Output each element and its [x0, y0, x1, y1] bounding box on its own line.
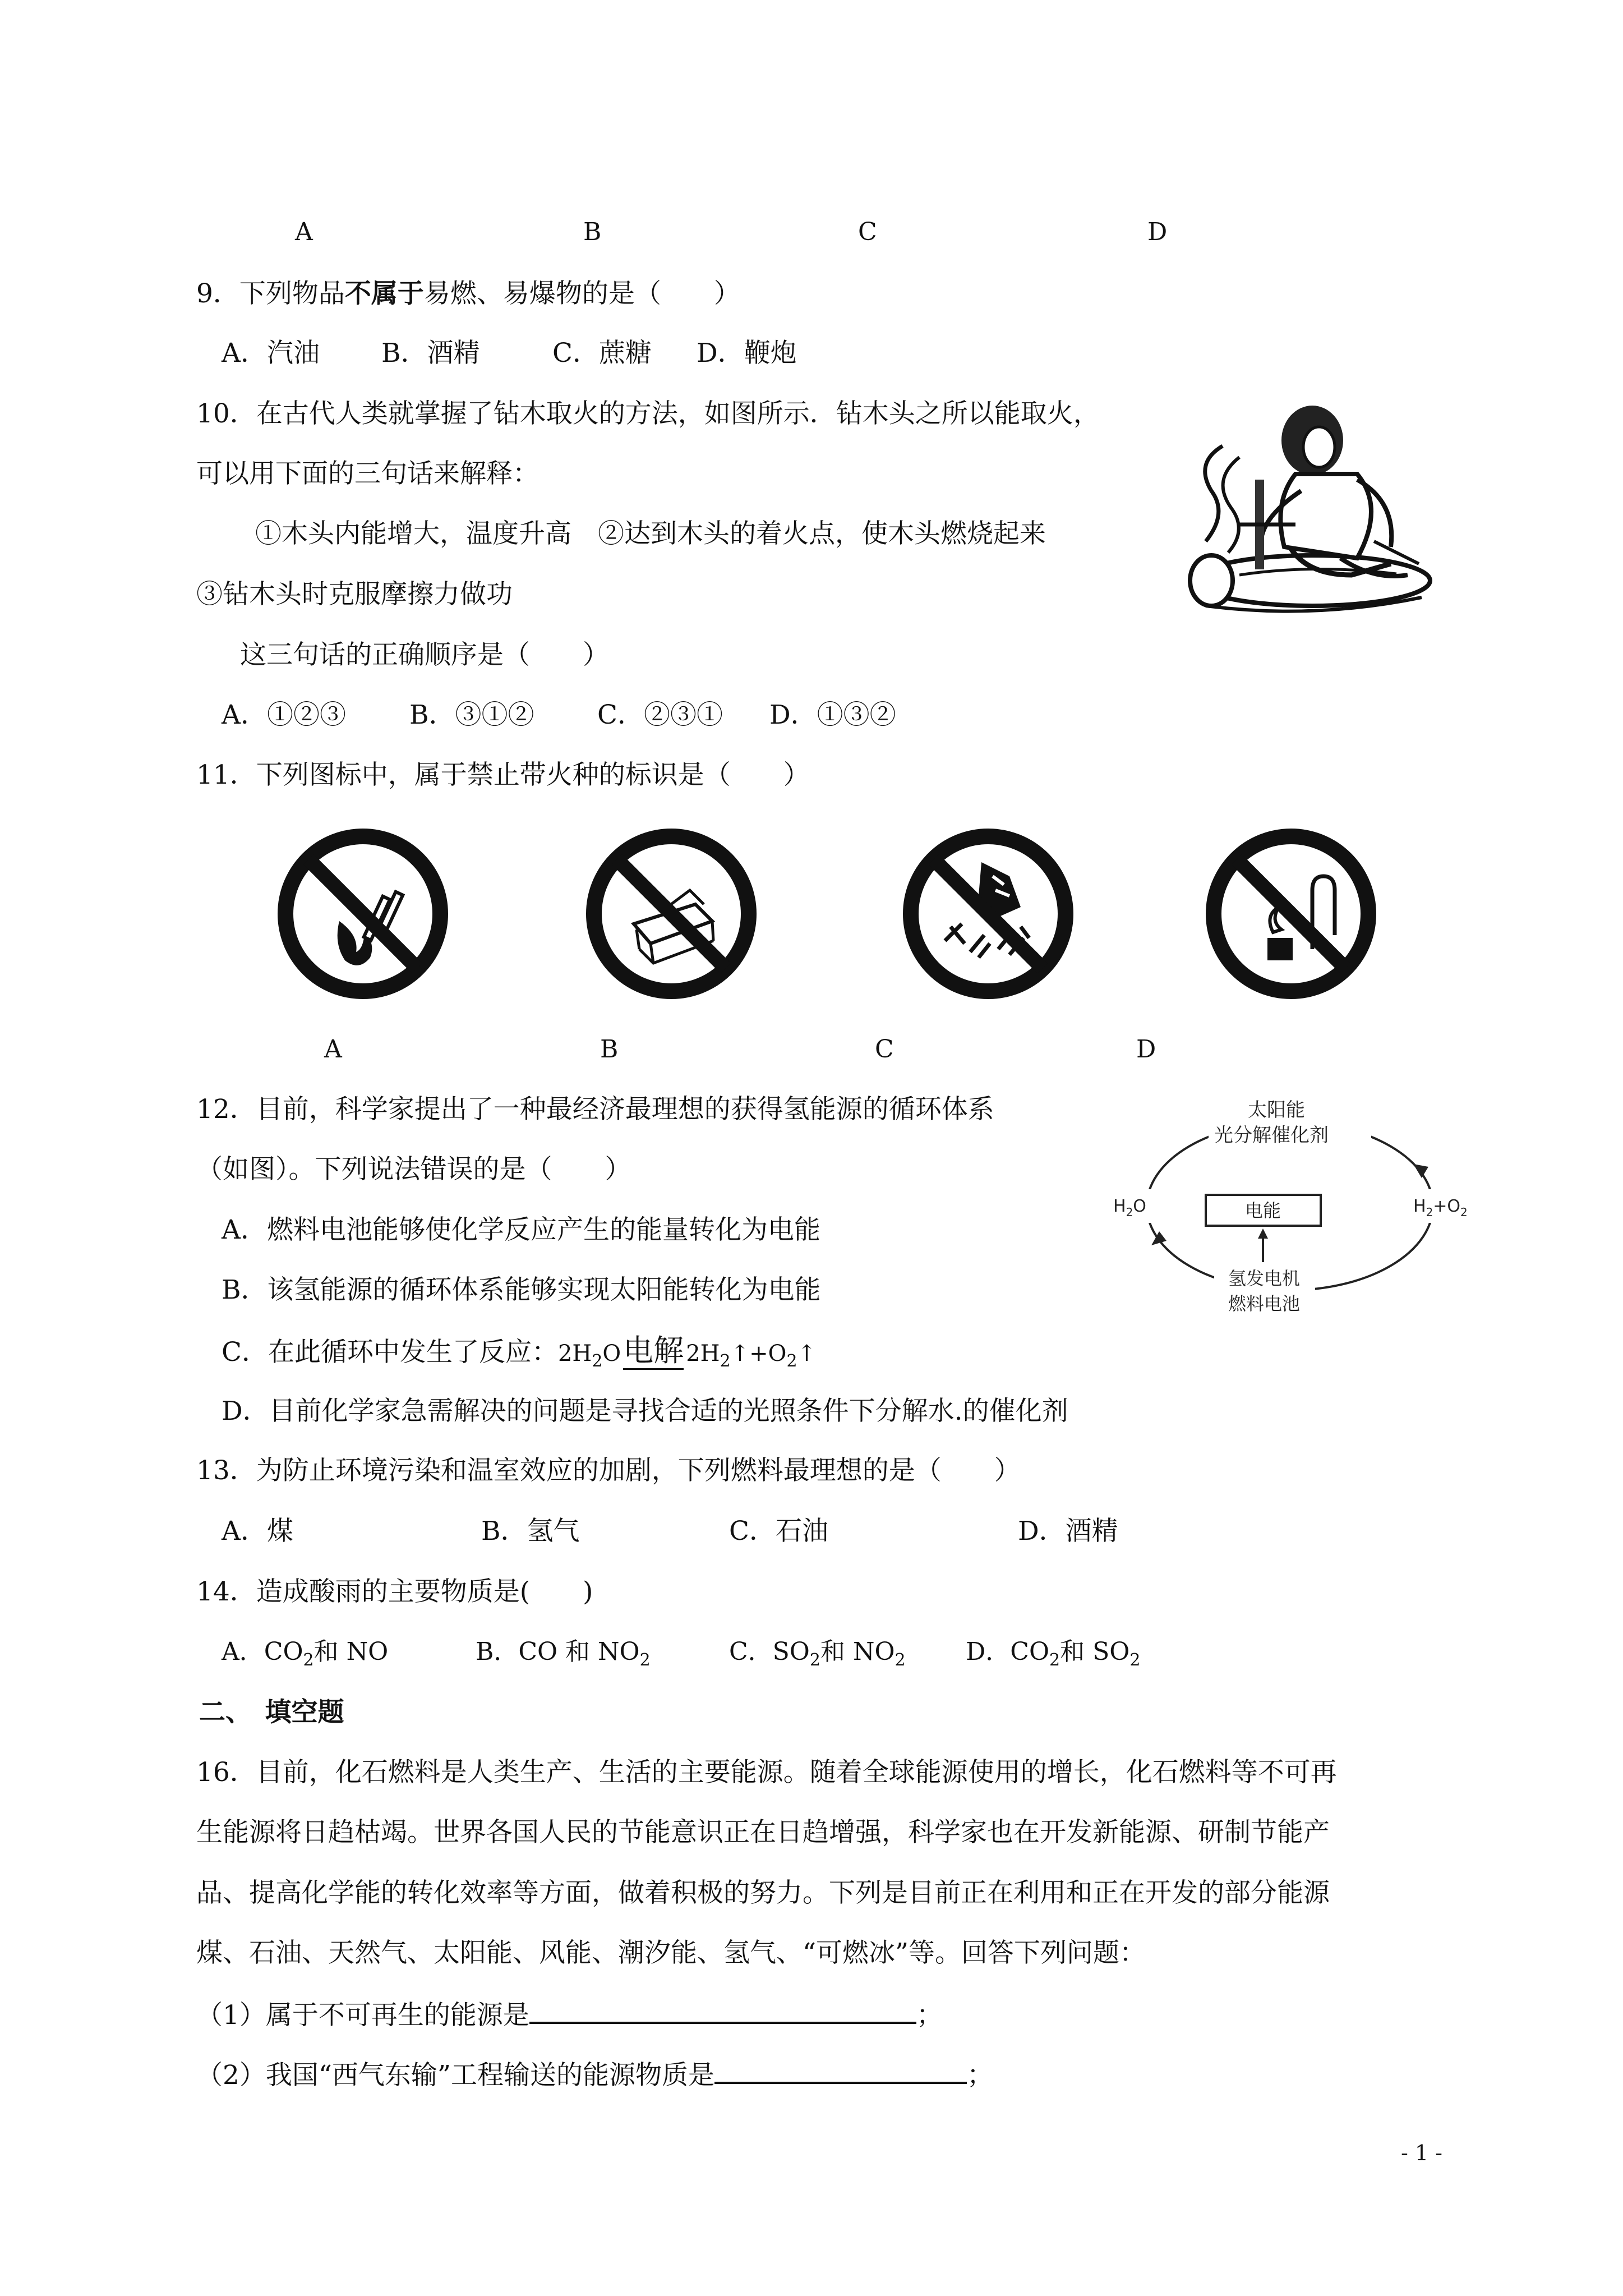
q14-a-sub: 2 — [303, 1650, 314, 1670]
diagram-top-2: 光分解催化剂 — [1214, 1124, 1329, 1147]
q14-b-sub: 2 — [639, 1650, 651, 1670]
q14-c-2: 和 NO — [820, 1637, 895, 1666]
section-fill-in-heading: 二、 填空题 — [199, 1697, 344, 1728]
q9-stem — [196, 277, 740, 311]
q16-sub2 — [196, 2057, 993, 2092]
q10-line4: ③钻木头时克服摩擦力做功 — [196, 579, 513, 610]
top-label-b: B — [583, 218, 602, 246]
q10-option-b: B．③①② — [409, 700, 534, 730]
q16-line4: 煤、石油、天然气、太阳能、风能、潮汐能、氢气、“可燃冰”等。回答下列问题： — [196, 1938, 1146, 1968]
q14-option-d — [966, 1635, 1140, 1677]
q9-suffix: 易燃、易爆物的是（ ） — [423, 278, 740, 309]
q13-stem: 13．为防止环境污染和温室效应的加剧，下列燃料最理想的是（ ） — [196, 1455, 1021, 1486]
q9-option-b: B．酒精 — [381, 338, 480, 369]
q12-option-d: D．目前化学家急需解决的问题是寻找合适的光照条件下分解水.的催化剂 — [222, 1396, 1068, 1427]
q12-option-a: A．燃料电池能够使化学反应产生的能量转化为电能 — [222, 1214, 820, 1245]
q12-option-c-prefix: C．在此循环中发生了反应： — [222, 1337, 558, 1368]
q9-prefix: 9．下列物品 — [196, 278, 345, 309]
fire-drill-illustration — [1172, 395, 1447, 620]
q10-option-c: C．②③① — [597, 700, 723, 730]
q12-option-c — [222, 1334, 816, 1378]
hydrogen-cycle-diagram — [1108, 1094, 1472, 1318]
equation-left: 2H — [557, 1341, 592, 1366]
q12-line2: （如图）。下列说法错误的是（ ） — [196, 1154, 631, 1185]
q11-label-d: D — [1136, 1035, 1156, 1064]
q16-sub1-end: ； — [916, 2000, 943, 2031]
q9-option-a: A．汽油 — [222, 338, 320, 369]
q11-label-b: B — [600, 1035, 619, 1064]
q11-label-a: A — [324, 1035, 342, 1064]
diagram-bottom-1: 氢发电机 — [1228, 1268, 1301, 1289]
diagram-bottom-2: 燃料电池 — [1228, 1293, 1301, 1314]
q14-d-1: D．CO — [966, 1637, 1050, 1666]
no-fire-sign-a — [275, 823, 451, 1005]
equation-sub-2: 2 — [720, 1351, 731, 1371]
q16-line2: 生能源将日趋枯竭。世界各国人民的节能意识正在日趋增强，科学家也在开发新能源、研制节能产 — [196, 1817, 1330, 1848]
q10-option-d: D．①③② — [769, 700, 896, 730]
q10-option-a: A．①②③ — [222, 700, 346, 730]
no-fire-sign-c — [900, 823, 1077, 1005]
q14-option-c — [729, 1635, 906, 1677]
equation-sub-3: 2 — [786, 1351, 797, 1371]
diagram-left: $H_2O$ — [1113, 1197, 1146, 1219]
q16-sub1 — [196, 1997, 943, 2032]
q10-line5: 这三句话的正确顺序是（ ） — [240, 639, 609, 670]
q9-option-c: C．蔗糖 — [552, 338, 652, 369]
q16-sub2-end: ； — [966, 2060, 993, 2091]
q14-b-1: B．CO 和 NO — [476, 1637, 640, 1666]
q10-line1: 10．在古代人类就掌握了钻木取火的方法，如图所示．钻木头之所以能取火， — [196, 398, 1100, 429]
q11-label-c: C — [875, 1035, 894, 1064]
q13-option-c: C．石油 — [729, 1516, 828, 1547]
q10-line2: 可以用下面的三句话来解释： — [196, 458, 539, 489]
q14-d-sub-2: 2 — [1129, 1650, 1141, 1670]
top-label-d: D — [1147, 218, 1168, 246]
equation-left-2: O — [602, 1341, 621, 1366]
q13-option-a: A．煤 — [222, 1516, 293, 1547]
q16-line3: 品、提高化学能的转化效率等方面，做着积极的努力。下列是目前正在利用和正在开发的部分能源 — [196, 1878, 1330, 1908]
q14-c-sub-2: 2 — [895, 1650, 906, 1670]
equation-sub: 2 — [592, 1351, 603, 1371]
top-label-a: A — [295, 218, 313, 246]
q16-line1: 16．目前，化石燃料是人类生产、生活的主要能源。随着全球能源使用的增长，化石燃料等不可再 — [196, 1757, 1337, 1788]
diagram-top-1: 太阳能 — [1248, 1099, 1305, 1121]
no-fire-sign-b — [583, 823, 760, 1005]
q14-option-a — [222, 1635, 388, 1677]
equation-right-3: ↑ — [797, 1341, 817, 1366]
diagram-center: 电能 — [1245, 1200, 1281, 1221]
page-number: - 1 - — [1401, 2141, 1443, 2165]
q9-bold: 不属于 — [344, 278, 424, 309]
q12-option-b: B．该氢能源的循环体系能够实现太阳能转化为电能 — [222, 1274, 821, 1305]
answer-blank-2[interactable] — [714, 2057, 967, 2084]
q11-stem: 11．下列图标中，属于禁止带火种的标识是（ ） — [196, 760, 810, 790]
q13-option-b: B．氢气 — [481, 1516, 580, 1547]
diagram-right: $H_2+O_2$ — [1413, 1197, 1468, 1219]
q12-line1: 12．目前，科学家提出了一种最经济最理想的获得氢能源的循环体系 — [196, 1094, 994, 1125]
equation-right-2: ↑+O — [730, 1341, 787, 1366]
q14-option-b — [476, 1635, 651, 1677]
top-label-c: C — [858, 218, 877, 246]
q16-sub2-text: （2）我国“西气东输”工程输送的能源物质是 — [196, 2060, 714, 2091]
q13-option-d: D．酒精 — [1018, 1516, 1118, 1547]
equation-right: 2H — [686, 1341, 720, 1366]
q10-line3: ①木头内能增大，温度升高 ②达到木头的着火点，使木头燃烧起来 — [255, 518, 1046, 549]
q16-sub1-text: （1）属于不可再生的能源是 — [196, 2000, 529, 2031]
no-fire-sign-d — [1203, 823, 1380, 1005]
q14-d-2: 和 SO — [1060, 1637, 1130, 1666]
q14-d-sub: 2 — [1049, 1650, 1061, 1670]
q14-stem: 14．造成酸雨的主要物质是( ) — [196, 1576, 593, 1607]
equation-condition: 电解 — [623, 1333, 684, 1370]
q14-a-2: 和 NO — [313, 1637, 389, 1666]
q14-c-sub: 2 — [809, 1650, 820, 1670]
q14-c-1: C．SO — [729, 1637, 810, 1666]
answer-blank-1[interactable] — [529, 1997, 916, 2024]
q14-a-1: A．CO — [222, 1637, 303, 1666]
q9-option-d: D．鞭炮 — [697, 338, 797, 369]
